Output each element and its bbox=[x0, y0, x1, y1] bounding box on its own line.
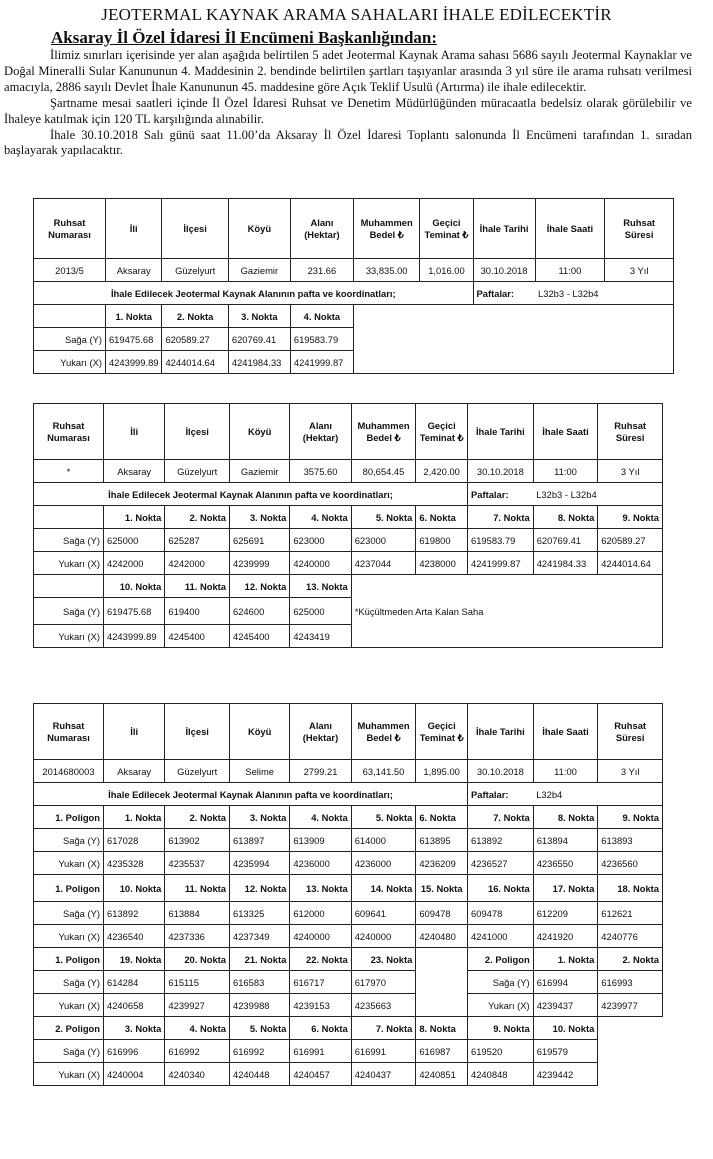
point-label: 6. Nokta bbox=[416, 506, 468, 529]
coord-cell: 4237336 bbox=[165, 925, 230, 948]
coord-cell: 4241999.87 bbox=[468, 552, 534, 575]
coord-cell: 4243419 bbox=[290, 625, 351, 648]
table-row bbox=[34, 259, 674, 282]
coord-cell: 616994 bbox=[533, 971, 598, 994]
coord-cell: 614284 bbox=[104, 971, 165, 994]
col-ilce: İlçesi bbox=[165, 404, 230, 460]
saga-label: Sağa (Y) bbox=[34, 1040, 104, 1063]
coord-cell: 4235994 bbox=[230, 852, 290, 875]
saga-row bbox=[34, 829, 663, 852]
coord-cell: 619520 bbox=[468, 1040, 534, 1063]
point-label: 6. Nokta bbox=[416, 806, 468, 829]
coord-cell: 613892 bbox=[104, 902, 165, 925]
coord-cell: 4245400 bbox=[165, 625, 230, 648]
cell: 3 Yıl bbox=[605, 259, 674, 282]
col-tarih: İhale Tarihi bbox=[473, 199, 535, 259]
saga-label: Sağa (Y) bbox=[34, 598, 104, 625]
coord-cell: 4240000 bbox=[290, 925, 351, 948]
saga-label: Sağa (Y) bbox=[34, 328, 106, 351]
col-ilce: İlçesi bbox=[165, 704, 230, 760]
coord-cell: 4237349 bbox=[230, 925, 290, 948]
col-sure: Ruhsat Süresi bbox=[598, 704, 663, 760]
cell: 11:00 bbox=[535, 259, 605, 282]
col-saat: İhale Saati bbox=[533, 704, 598, 760]
points-header-row bbox=[34, 948, 663, 971]
coord-cell: 4237044 bbox=[351, 552, 416, 575]
point-label: 9. Nokta bbox=[468, 1017, 534, 1040]
col-tarih: İhale Tarihi bbox=[468, 704, 534, 760]
polygon-label: 1. Poligon bbox=[34, 948, 104, 971]
paftalar-label: Paftalar: bbox=[473, 282, 535, 305]
coordinates-label: İhale Edilecek Jeotermal Kaynak Alanının pafta ve koordinatları; bbox=[34, 282, 474, 305]
saga-label: Sağa (Y) bbox=[468, 971, 534, 994]
coord-cell: 613325 bbox=[230, 902, 290, 925]
cell: Selime bbox=[230, 760, 290, 783]
coord-cell: 613895 bbox=[416, 829, 468, 852]
coord-cell: 4240000 bbox=[290, 552, 351, 575]
coord-cell: 4240776 bbox=[598, 925, 663, 948]
cell: 3 Yıl bbox=[598, 460, 663, 483]
col-ilce: İlçesi bbox=[162, 199, 228, 259]
point-label: 8. Nokta bbox=[416, 1017, 468, 1040]
coord-cell: 4241000 bbox=[468, 925, 534, 948]
coordinates-label-row bbox=[34, 783, 663, 806]
col-il: İli bbox=[105, 199, 161, 259]
col-il: İli bbox=[104, 704, 165, 760]
coord-cell: 620769.41 bbox=[228, 328, 290, 351]
coord-cell: 623000 bbox=[351, 529, 416, 552]
coord-cell: 624600 bbox=[230, 598, 290, 625]
saga-label: Sağa (Y) bbox=[34, 829, 104, 852]
point-label: 2. Nokta bbox=[598, 948, 663, 971]
coord-cell: 612209 bbox=[533, 902, 598, 925]
cell: Güzelyurt bbox=[165, 460, 230, 483]
announcement-text bbox=[4, 48, 692, 159]
point-label: 9. Nokta bbox=[598, 806, 663, 829]
cell: 30.10.2018 bbox=[468, 460, 534, 483]
point-label: 15. Nokta bbox=[416, 875, 468, 902]
col-koy: Köyü bbox=[230, 704, 290, 760]
coordinates-label-row bbox=[34, 483, 663, 506]
coord-cell: 620589.27 bbox=[162, 328, 228, 351]
coordinates-label: İhale Edilecek Jeotermal Kaynak Alanının pafta ve koordinatları; bbox=[34, 783, 468, 806]
coord-cell: 4236527 bbox=[468, 852, 534, 875]
paftalar-label: Paftalar: bbox=[468, 483, 534, 506]
point-label: 16. Nokta bbox=[468, 875, 534, 902]
cell: 11:00 bbox=[533, 760, 598, 783]
paragraph: İhale 30.10.2018 Salı günü saat 11.00’da Aksaray İl Özel İdaresi Toplantı salonunda İl Encümeni tarafından 1. sıradan başlayarak yapılacaktır. bbox=[4, 127, 692, 158]
coord-cell: 623000 bbox=[290, 529, 351, 552]
col-bedel: Muhammen Bedel ₺ bbox=[351, 404, 416, 460]
cell: Güzelyurt bbox=[162, 259, 228, 282]
coord-cell: 4244014.64 bbox=[162, 351, 228, 374]
point-label: 5. Nokta bbox=[230, 1017, 290, 1040]
coord-cell: 4239988 bbox=[230, 994, 290, 1017]
coord-cell: 4241984.33 bbox=[228, 351, 290, 374]
coord-cell: 4241984.33 bbox=[533, 552, 598, 575]
point-label: 20. Nokta bbox=[165, 948, 230, 971]
saga-label: Sağa (Y) bbox=[34, 902, 104, 925]
coord-cell: 616583 bbox=[230, 971, 290, 994]
coord-cell: 620769.41 bbox=[533, 529, 598, 552]
coord-cell: 4241920 bbox=[533, 925, 598, 948]
coord-cell: 4242000 bbox=[104, 552, 165, 575]
points-header-row bbox=[34, 1017, 663, 1040]
cell: 2013/5 bbox=[34, 259, 106, 282]
point-label: 5. Nokta bbox=[351, 806, 416, 829]
coord-cell: 619583.79 bbox=[468, 529, 534, 552]
coord-cell: 4236560 bbox=[598, 852, 663, 875]
yukari-row bbox=[34, 1063, 663, 1086]
coord-cell: 616991 bbox=[351, 1040, 416, 1063]
point-label: 19. Nokta bbox=[104, 948, 165, 971]
paftalar-value: L32b3 - L32b4 bbox=[535, 282, 673, 305]
license-table-2 bbox=[33, 403, 663, 648]
coord-cell: 613893 bbox=[598, 829, 663, 852]
coord-cell: 4239927 bbox=[165, 994, 230, 1017]
col-ruhsat-no: Ruhsat Numarası bbox=[34, 704, 104, 760]
coord-cell: 4240448 bbox=[230, 1063, 290, 1086]
yukari-row bbox=[34, 925, 663, 948]
yukari-row bbox=[34, 994, 663, 1017]
coordinates-label-row bbox=[34, 282, 674, 305]
yukari-label: Yukarı (X) bbox=[34, 552, 104, 575]
coord-cell: 625000 bbox=[290, 598, 351, 625]
cell: 1,895.00 bbox=[416, 760, 468, 783]
coord-cell: 4236540 bbox=[104, 925, 165, 948]
paftalar-value: L32b3 - L32b4 bbox=[533, 483, 662, 506]
coord-cell: 4235537 bbox=[165, 852, 230, 875]
cell: 30.10.2018 bbox=[468, 760, 534, 783]
point-label: 4. Nokta bbox=[290, 506, 351, 529]
cell: 231.66 bbox=[290, 259, 353, 282]
point-label: 3. Nokta bbox=[104, 1017, 165, 1040]
saga-row bbox=[34, 529, 663, 552]
col-bedel: Muhammen Bedel ₺ bbox=[351, 704, 416, 760]
cell: 3575.60 bbox=[290, 460, 351, 483]
coord-cell: 616991 bbox=[290, 1040, 351, 1063]
coord-cell: 4238000 bbox=[416, 552, 468, 575]
coord-cell: 625691 bbox=[230, 529, 290, 552]
coord-cell: 4240457 bbox=[290, 1063, 351, 1086]
point-label: 10. Nokta bbox=[104, 875, 165, 902]
points-header-row bbox=[34, 575, 663, 598]
coord-cell: 4245400 bbox=[230, 625, 290, 648]
cell: 2,420.00 bbox=[416, 460, 468, 483]
coord-cell: 619579 bbox=[533, 1040, 598, 1063]
point-label: 13. Nokta bbox=[290, 875, 351, 902]
point-label: 13. Nokta bbox=[290, 575, 351, 598]
col-saat: İhale Saati bbox=[535, 199, 605, 259]
coord-cell: 4236000 bbox=[290, 852, 351, 875]
col-koy: Köyü bbox=[230, 404, 290, 460]
paragraph: İlimiz sınırları içerisinde yer alan aşağıda belirtilen 5 adet Jeotermal Kaynak Arama sahası 5686 sayılı Jeotermal Kaynaklar ve Doğal Mineralli Sular Kanununun 4. Maddesinin 2. bendinde belirtilen şartları taşıyanlar arasında 3 yıl süre ile arama ruhsatı verilmesi amacıyla, 2886 sayılı Devlet İhale Kanununun 45. maddesine göre Açık Teklif Usulü (Artırma) ile ihale edilecektir. bbox=[4, 48, 692, 94]
coord-cell: 616992 bbox=[230, 1040, 290, 1063]
point-label: 11. Nokta bbox=[165, 875, 230, 902]
col-sure: Ruhsat Süresi bbox=[598, 404, 663, 460]
coord-cell: 4240340 bbox=[165, 1063, 230, 1086]
point-label: 3. Nokta bbox=[230, 806, 290, 829]
cell: * bbox=[34, 460, 104, 483]
coord-cell: 612621 bbox=[598, 902, 663, 925]
yukari-label: Yukarı (X) bbox=[468, 994, 534, 1017]
coord-cell: 617028 bbox=[104, 829, 165, 852]
cell: 2799.21 bbox=[290, 760, 351, 783]
coord-cell: 612000 bbox=[290, 902, 351, 925]
table-note: *Küçültmeden Arta Kalan Saha bbox=[351, 575, 662, 648]
point-label: 5. Nokta bbox=[351, 506, 416, 529]
col-teminat: Geçici Teminat ₺ bbox=[416, 404, 468, 460]
saga-label: Sağa (Y) bbox=[34, 971, 104, 994]
polygon-label: 2. Poligon bbox=[34, 1017, 104, 1040]
yukari-label: Yukarı (X) bbox=[34, 1063, 104, 1086]
point-label: 14. Nokta bbox=[351, 875, 416, 902]
saga-row bbox=[34, 971, 663, 994]
coord-cell: 613909 bbox=[290, 829, 351, 852]
point-label: 21. Nokta bbox=[230, 948, 290, 971]
coord-cell: 4236209 bbox=[416, 852, 468, 875]
point-label: 3. Nokta bbox=[228, 305, 290, 328]
polygon-label: 1. Poligon bbox=[34, 875, 104, 902]
page-title: JEOTERMAL KAYNAK ARAMA SAHALARI İHALE EDİLECEKTİR bbox=[101, 5, 612, 24]
yukari-row bbox=[34, 552, 663, 575]
coord-cell: 613892 bbox=[468, 829, 534, 852]
col-alan: Alanı (Hektar) bbox=[290, 199, 353, 259]
point-label: 7. Nokta bbox=[468, 506, 534, 529]
points-header-row bbox=[34, 806, 663, 829]
coord-cell: 4243999.89 bbox=[105, 351, 161, 374]
coord-cell: 4240437 bbox=[351, 1063, 416, 1086]
coord-cell: 4240848 bbox=[468, 1063, 534, 1086]
yukari-label: Yukarı (X) bbox=[34, 852, 104, 875]
coord-cell: 625000 bbox=[104, 529, 165, 552]
coord-cell: 616993 bbox=[598, 971, 663, 994]
coord-cell: 4236000 bbox=[351, 852, 416, 875]
cell: Güzelyurt bbox=[165, 760, 230, 783]
coord-cell: 617970 bbox=[351, 971, 416, 994]
cell: 33,835.00 bbox=[353, 259, 419, 282]
col-sure: Ruhsat Süresi bbox=[605, 199, 674, 259]
coord-cell: 4240851 bbox=[416, 1063, 468, 1086]
coord-cell: 616717 bbox=[290, 971, 351, 994]
yukari-label: Yukarı (X) bbox=[34, 625, 104, 648]
cell: 63,141.50 bbox=[351, 760, 416, 783]
coord-cell: 620589.27 bbox=[598, 529, 663, 552]
col-alan: Alanı (Hektar) bbox=[290, 704, 351, 760]
coord-cell: 615115 bbox=[165, 971, 230, 994]
coord-cell: 625287 bbox=[165, 529, 230, 552]
point-label: 4. Nokta bbox=[290, 806, 351, 829]
point-label: 8. Nokta bbox=[533, 806, 598, 829]
coord-cell: 4239437 bbox=[533, 994, 598, 1017]
coord-cell: 619475.68 bbox=[105, 328, 161, 351]
point-label: 12. Nokta bbox=[230, 575, 290, 598]
coord-cell: 4239153 bbox=[290, 994, 351, 1017]
coord-cell: 4242000 bbox=[165, 552, 230, 575]
col-ruhsat-no: Ruhsat Numarası bbox=[34, 199, 106, 259]
saga-label: Sağa (Y) bbox=[34, 529, 104, 552]
point-label: 4. Nokta bbox=[290, 305, 353, 328]
table-header-row bbox=[34, 404, 663, 460]
coord-cell: 613897 bbox=[230, 829, 290, 852]
coord-cell: 616996 bbox=[104, 1040, 165, 1063]
coord-cell: 613884 bbox=[165, 902, 230, 925]
coord-cell: 4235663 bbox=[351, 994, 416, 1017]
point-label: 12. Nokta bbox=[230, 875, 290, 902]
paftalar-label: Paftalar: bbox=[468, 783, 534, 806]
col-tarih: İhale Tarihi bbox=[468, 404, 534, 460]
paragraph: Şartname mesai saatleri içinde İl Özel İdaresi Ruhsat ve Denetim Müdürlüğünden müracaatla bedelsiz olarak görülebilir ve İhaleye katılmak için 120 TL karşılığında alınabilir. bbox=[4, 95, 692, 126]
points-header-row bbox=[34, 305, 674, 328]
col-alan: Alanı (Hektar) bbox=[290, 404, 351, 460]
point-label: 1. Nokta bbox=[105, 305, 161, 328]
point-label: 7. Nokta bbox=[468, 806, 534, 829]
cell: Gaziemir bbox=[230, 460, 290, 483]
points-header-row bbox=[34, 506, 663, 529]
point-label: 1. Nokta bbox=[104, 506, 165, 529]
coord-cell: 619400 bbox=[165, 598, 230, 625]
coord-cell: 4243999.89 bbox=[104, 625, 165, 648]
coord-cell: 4241999.87 bbox=[290, 351, 353, 374]
col-il: İli bbox=[104, 404, 165, 460]
yukari-label: Yukarı (X) bbox=[34, 351, 106, 374]
col-saat: İhale Saati bbox=[533, 404, 598, 460]
col-bedel: Muhammen Bedel ₺ bbox=[353, 199, 419, 259]
point-label: 7. Nokta bbox=[351, 1017, 416, 1040]
coord-cell: 609478 bbox=[468, 902, 534, 925]
yukari-label: Yukarı (X) bbox=[34, 925, 104, 948]
coord-cell: 619583.79 bbox=[290, 328, 353, 351]
cell: Aksaray bbox=[105, 259, 161, 282]
col-teminat: Geçici Teminat ₺ bbox=[420, 199, 473, 259]
coord-cell: 4240004 bbox=[104, 1063, 165, 1086]
saga-row bbox=[34, 1040, 663, 1063]
coord-cell: 619800 bbox=[416, 529, 468, 552]
coord-cell: 4236550 bbox=[533, 852, 598, 875]
yukari-label: Yukarı (X) bbox=[34, 994, 104, 1017]
coordinates-label: İhale Edilecek Jeotermal Kaynak Alanının pafta ve koordinatları; bbox=[34, 483, 468, 506]
point-label: 18. Nokta bbox=[598, 875, 663, 902]
col-koy: Köyü bbox=[228, 199, 290, 259]
col-ruhsat-no: Ruhsat Numarası bbox=[34, 404, 104, 460]
coord-cell: 609478 bbox=[416, 902, 468, 925]
point-label: 22. Nokta bbox=[290, 948, 351, 971]
col-teminat: Geçici Teminat ₺ bbox=[416, 704, 468, 760]
cell: 11:00 bbox=[533, 460, 598, 483]
point-label: 1. Nokta bbox=[533, 948, 598, 971]
point-label: 2. Nokta bbox=[162, 305, 228, 328]
saga-row bbox=[34, 902, 663, 925]
license-table-3 bbox=[33, 703, 663, 1086]
coord-cell: 4244014.64 bbox=[598, 552, 663, 575]
coord-cell: 616992 bbox=[165, 1040, 230, 1063]
coord-cell: 4239999 bbox=[230, 552, 290, 575]
coord-cell: 4239442 bbox=[533, 1063, 598, 1086]
coord-cell: 609641 bbox=[351, 902, 416, 925]
cell: 80,654.45 bbox=[351, 460, 416, 483]
point-label: 9. Nokta bbox=[598, 506, 663, 529]
cell: 2014680003 bbox=[34, 760, 104, 783]
point-label: 10. Nokta bbox=[104, 575, 165, 598]
point-label: 17. Nokta bbox=[533, 875, 598, 902]
cell: 1,016.00 bbox=[420, 259, 473, 282]
paftalar-value: L32b4 bbox=[533, 783, 662, 806]
cell: 3 Yıl bbox=[598, 760, 663, 783]
point-label: 4. Nokta bbox=[165, 1017, 230, 1040]
polygon-label: 2. Poligon bbox=[468, 948, 534, 971]
point-label: 6. Nokta bbox=[290, 1017, 351, 1040]
point-label: 10. Nokta bbox=[533, 1017, 598, 1040]
polygon-label: 1. Poligon bbox=[34, 806, 104, 829]
coord-cell: 613902 bbox=[165, 829, 230, 852]
cell: Aksaray bbox=[104, 760, 165, 783]
coord-cell: 4240658 bbox=[104, 994, 165, 1017]
coord-cell: 613894 bbox=[533, 829, 598, 852]
point-label: 11. Nokta bbox=[165, 575, 230, 598]
cell: Aksaray bbox=[104, 460, 165, 483]
license-table-1 bbox=[33, 198, 674, 374]
coord-cell: 4239977 bbox=[598, 994, 663, 1017]
table-header-row bbox=[34, 199, 674, 259]
point-label: 1. Nokta bbox=[104, 806, 165, 829]
point-label: 2. Nokta bbox=[165, 506, 230, 529]
yukari-row bbox=[34, 852, 663, 875]
page-subtitle: Aksaray İl Özel İdaresi İl Encümeni Başkanlığından: bbox=[51, 28, 438, 47]
coord-cell: 4240000 bbox=[351, 925, 416, 948]
points-header-row bbox=[34, 875, 663, 902]
table-header-row bbox=[34, 704, 663, 760]
point-label: 3. Nokta bbox=[230, 506, 290, 529]
coord-cell: 619475.68 bbox=[104, 598, 165, 625]
table-row bbox=[34, 460, 663, 483]
coord-cell: 616987 bbox=[416, 1040, 468, 1063]
coord-cell: 4240480 bbox=[416, 925, 468, 948]
point-label: 2. Nokta bbox=[165, 806, 230, 829]
point-label: 8. Nokta bbox=[533, 506, 598, 529]
table-row bbox=[34, 760, 663, 783]
point-label: 23. Nokta bbox=[351, 948, 416, 971]
cell: Gaziemir bbox=[228, 259, 290, 282]
coord-cell: 4235328 bbox=[104, 852, 165, 875]
cell: 30.10.2018 bbox=[473, 259, 535, 282]
coord-cell: 614000 bbox=[351, 829, 416, 852]
